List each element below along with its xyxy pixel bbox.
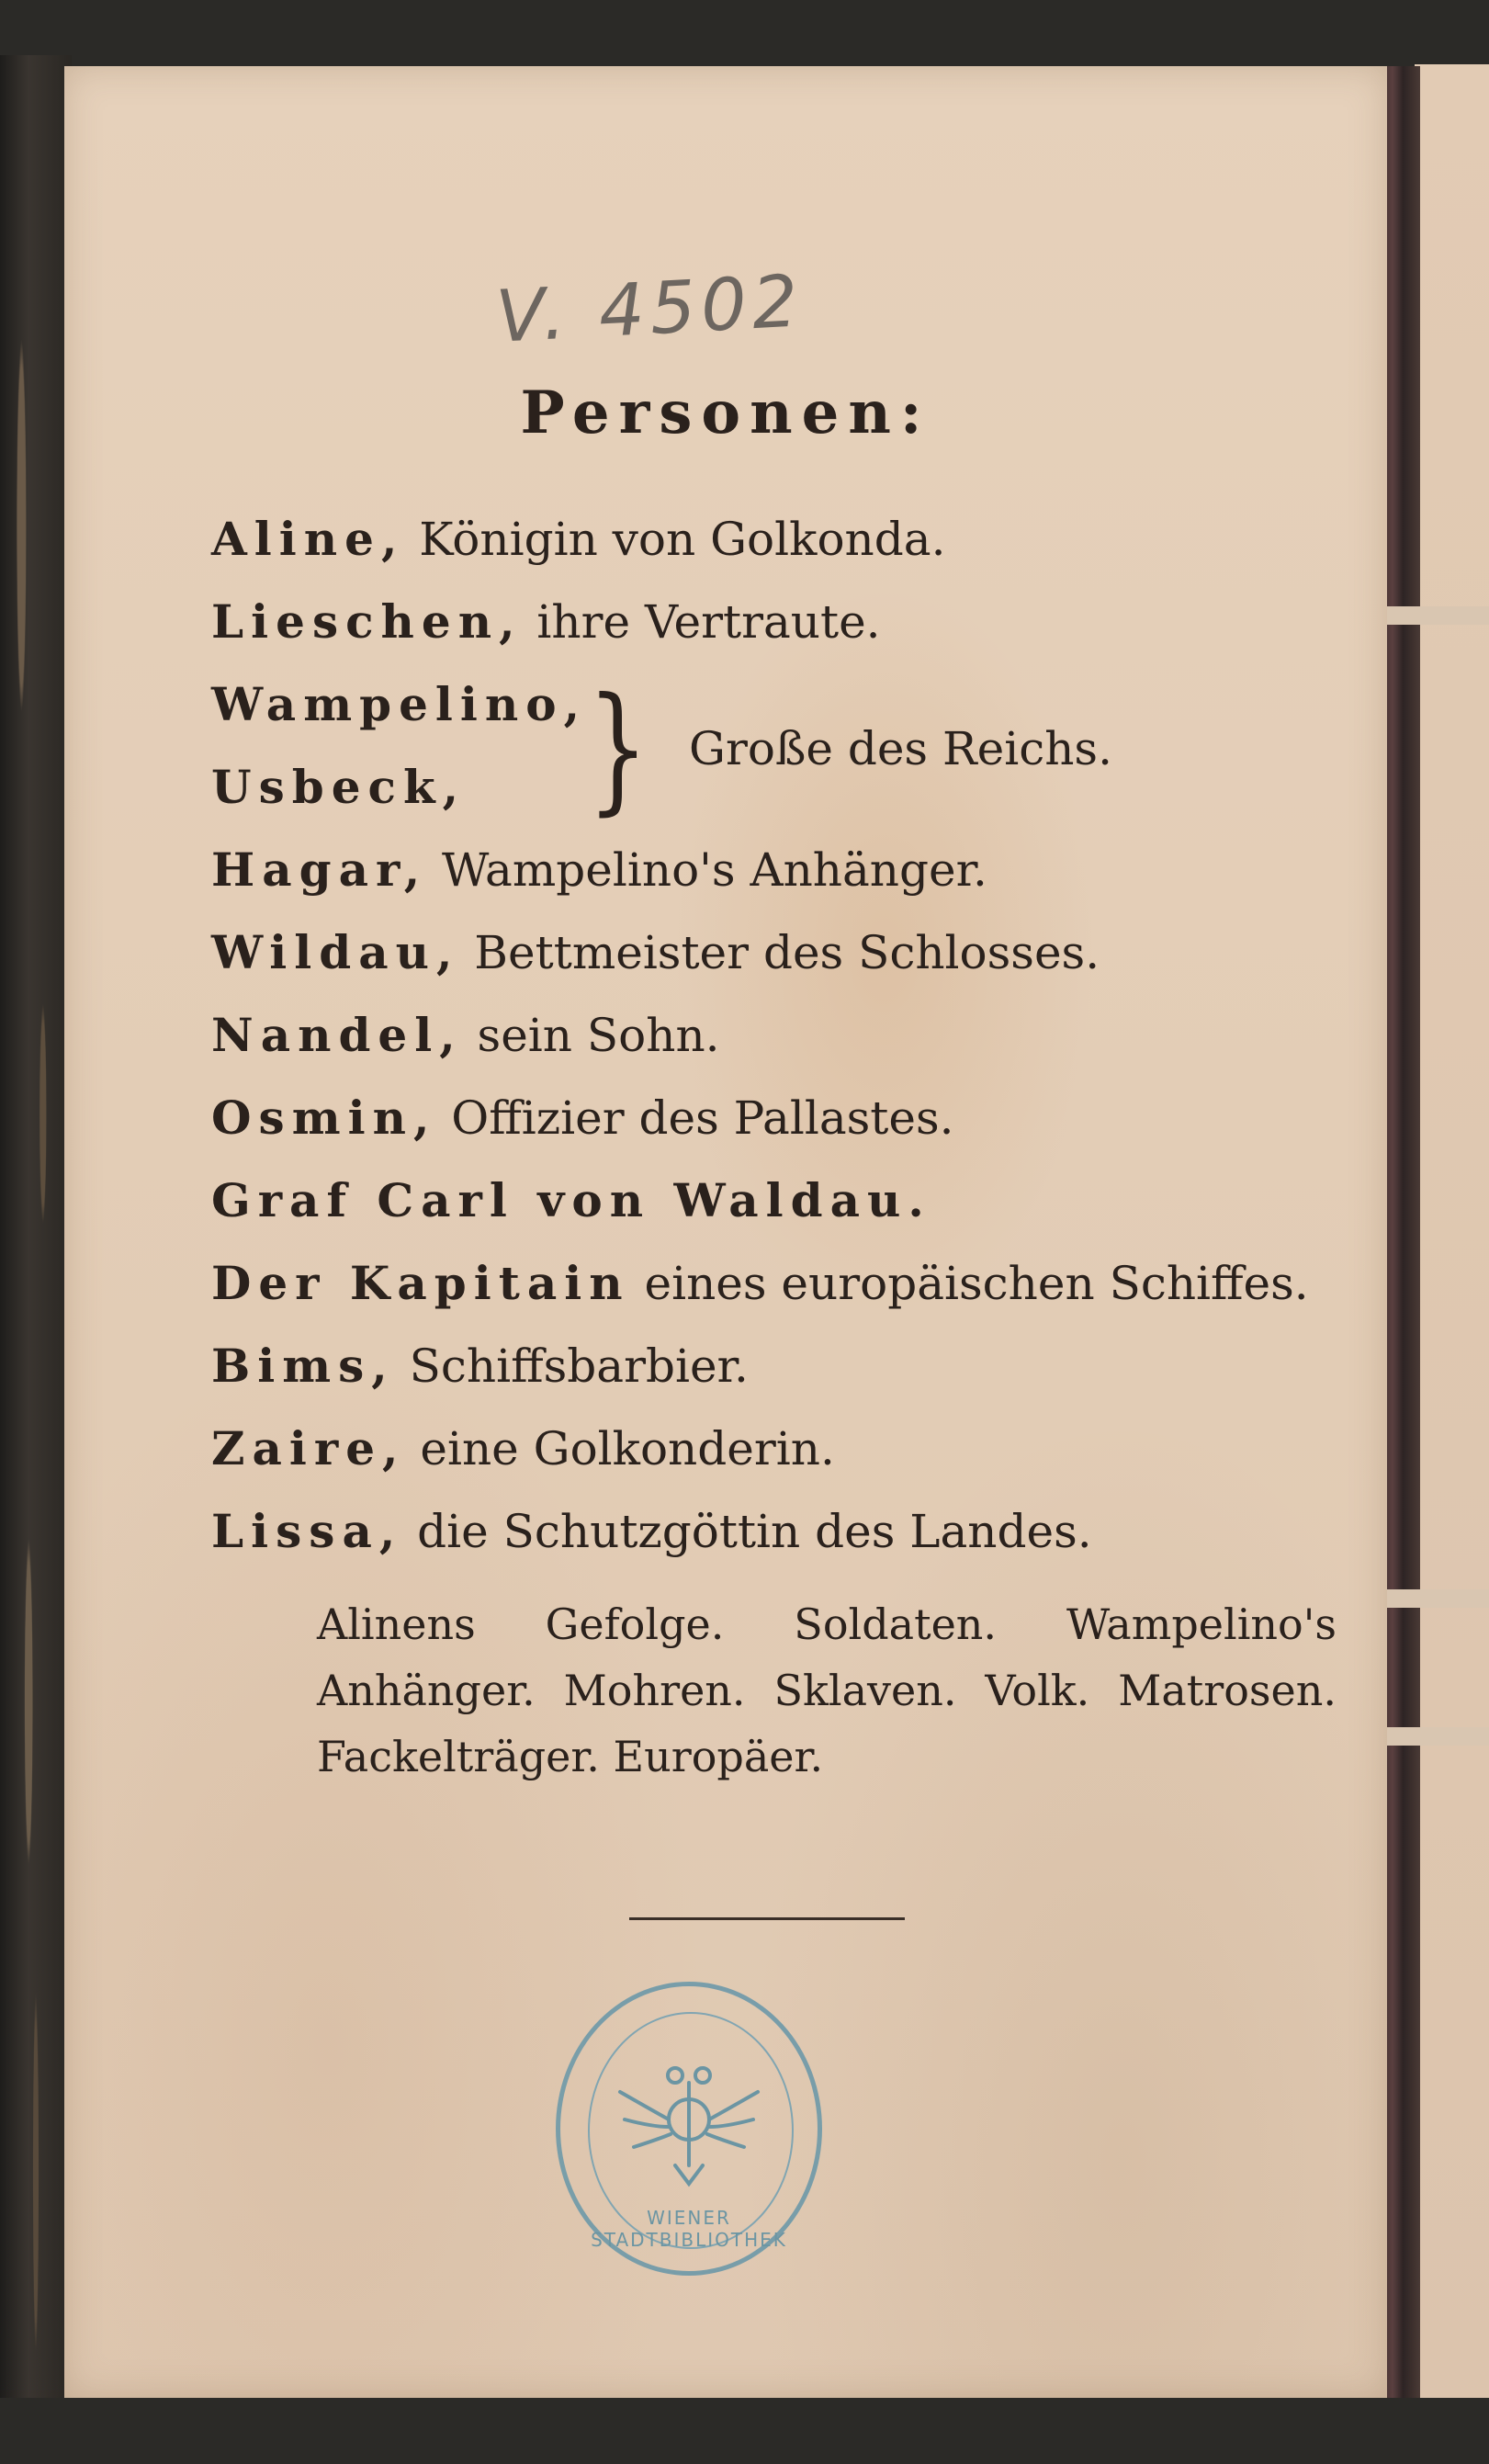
stamp-text: WIENER STADTBIBLIOTHEK — [591, 2207, 787, 2251]
character-role: eine Golkonderin. — [420, 1422, 835, 1475]
shelfmark: V. 4502 — [493, 260, 806, 359]
divider-rule — [629, 1917, 905, 1920]
character-role: ihre Vertraute. — [536, 595, 881, 649]
character-name: Wampelino, — [211, 677, 587, 731]
character-name: Wildau, — [211, 925, 460, 979]
character-name: Graf Carl von Waldau. — [211, 1173, 931, 1227]
cast-entry — [211, 1407, 1359, 1490]
character-name: Aline, — [211, 512, 405, 566]
page-heading: Personen: — [520, 379, 931, 447]
group-role: Große des Reichs. — [689, 722, 1112, 775]
character-name: Lissa, — [211, 1504, 403, 1558]
cast-entry — [211, 1325, 1359, 1407]
next-page-edge — [1415, 64, 1489, 2407]
character-name: Usbeck, — [211, 760, 467, 814]
scan-background — [0, 2398, 1489, 2464]
supernumeraries-list: Alinens Gefolge. Soldaten. Wampelino's Anhänger. Mohren. Sklaven. Volk. Matrosen. Fackelträger. Europäer. — [317, 1599, 1337, 1781]
character-role: Bettmeister des Schlosses. — [474, 926, 1100, 979]
cast-list — [211, 498, 1359, 1573]
character-role: Königin von Golkonda. — [419, 513, 946, 566]
cast-entry — [211, 911, 1359, 994]
character-role: Schiffsbarbier. — [409, 1339, 749, 1393]
character-name: Zaire, — [211, 1421, 406, 1475]
character-role: sein Sohn. — [477, 1009, 720, 1062]
binding-thread — [1378, 1589, 1489, 1608]
book-spine — [0, 55, 72, 2407]
character-role: eines europäischen Schiffes. — [644, 1257, 1309, 1310]
character-role: die Schutzgöttin des Landes. — [417, 1505, 1092, 1558]
library-stamp — [556, 1982, 822, 2276]
cast-entry — [211, 994, 1359, 1077]
cast-entry — [211, 829, 1359, 911]
character-name: Der Kapitain — [211, 1256, 630, 1310]
cast-entry — [211, 1077, 1359, 1159]
character-name: Lieschen, — [211, 594, 523, 649]
grouped-characters — [211, 663, 1359, 829]
cast-entry — [211, 1242, 1359, 1325]
grouping-brace: } — [587, 669, 649, 829]
cast-entry — [211, 746, 466, 829]
cast-entry — [211, 663, 587, 746]
character-role: Wampelino's Anhänger. — [442, 843, 987, 897]
character-name: Osmin, — [211, 1091, 437, 1145]
cast-entry — [211, 1159, 1359, 1242]
eagle-emblem-icon — [602, 2055, 776, 2202]
character-role: Offizier des Pallastes. — [451, 1091, 954, 1145]
character-name: Bims, — [211, 1339, 395, 1393]
book-page — [64, 66, 1387, 2398]
character-name: Nandel, — [211, 1008, 463, 1062]
binding-thread — [1378, 606, 1489, 625]
binding-thread — [1378, 1727, 1489, 1746]
cast-entry — [211, 498, 1359, 581]
character-name: Hagar, — [211, 842, 428, 897]
cast-entry — [211, 581, 1359, 663]
cast-entry — [211, 1490, 1359, 1573]
